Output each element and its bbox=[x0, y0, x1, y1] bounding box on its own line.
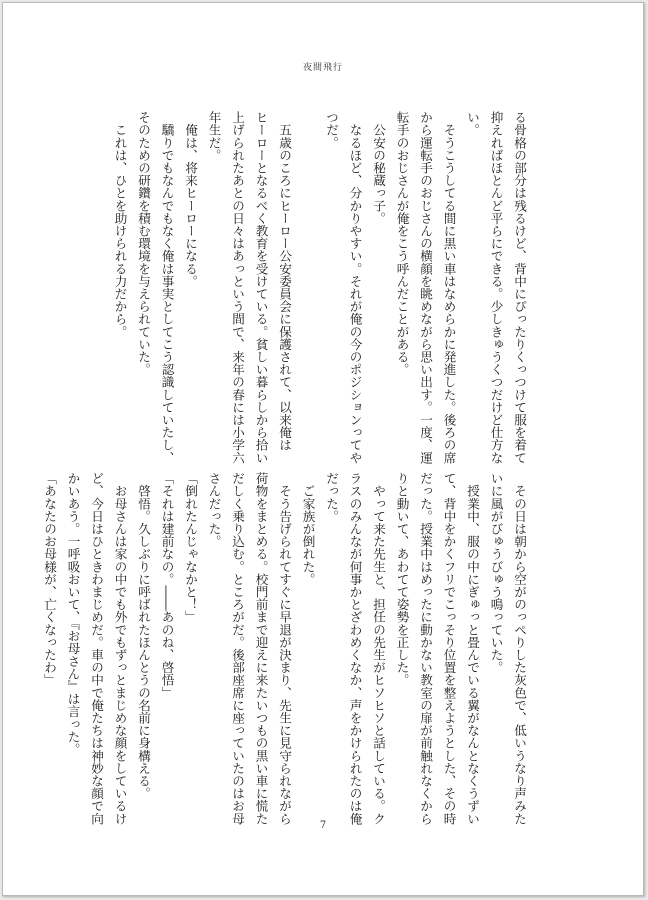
text-line: ご家族が倒れた。 bbox=[300, 472, 316, 586]
text-line: 抑えればほとんど平らにできる。少しきゅうくつだけど仕方な bbox=[488, 111, 504, 464]
text-line: ラスのみんなが何事かとざわめくなか、声をかけられたのは俺 bbox=[347, 472, 363, 825]
text-line: お母さんは家の中でも外でもずっとまじめな顔をしているけ bbox=[112, 472, 128, 825]
text-line: いに風がびゅうびゅう鳴っていた。 bbox=[488, 472, 504, 674]
text-line: 俺は、将来ヒーローになる。 bbox=[183, 111, 198, 288]
text-line: 上げられたあとの日々はあっという間で、来年の春には小学六 bbox=[230, 111, 245, 464]
text-line: ど、今日はひときわまじめだ。車の中で俺たちは神妙な顔で向 bbox=[89, 472, 104, 825]
text-line: から運転手のおじさんの横顔を眺めながら思い出す。一度、運 bbox=[418, 111, 433, 464]
text-line: 転手のおじさんが俺をこう呼んだことがある。 bbox=[394, 111, 410, 376]
text-line bbox=[296, 111, 320, 481]
text-line: 「あなたのお母様が、亡くなったわ」 bbox=[42, 472, 57, 687]
text-line: 「倒れたんじゃなかと！」 bbox=[183, 472, 198, 624]
page-number: 7 bbox=[319, 820, 327, 831]
text-line: ヒーローとなるべく教育を受けている。貧しい暮らしから拾い bbox=[253, 111, 269, 464]
text-line: その日は朝から空がのっぺりした灰色で、低いうなり声みた bbox=[512, 472, 527, 825]
text-line: い。 bbox=[465, 111, 480, 137]
text-line: だった。 bbox=[324, 472, 339, 523]
text-line: そう告げられてすぐに早退が決まり、先生に見守られながら bbox=[277, 472, 292, 825]
text-line: つだ。 bbox=[324, 111, 339, 149]
text-line: 五歳のころにヒーロー公安委員会に保護されて、以来俺は bbox=[277, 111, 292, 452]
text-line: だしく乗り込む。ところがだ。後部座席に座っていたのはお母 bbox=[230, 472, 245, 825]
text-line: そのための研鑽を積む環境を与えられていた。 bbox=[136, 111, 151, 376]
text-line: 公安の秘蔵っ子。 bbox=[371, 111, 386, 225]
book-page bbox=[2, 2, 644, 896]
text-line: だった。授業中はめったに動かない教室の扉が前触れなくから bbox=[418, 472, 433, 825]
running-header: 夜間飛行 bbox=[302, 63, 343, 73]
text-line: そうこうしてる間に黒い車はなめらかに発進した。後ろの席 bbox=[441, 111, 457, 464]
text-line: 荷物をまとめる。校門前まで迎えに来たいつもの黒い車に慌た bbox=[253, 472, 269, 825]
text-line: なるほど、分かりやすい。それが俺の今のポジションってや bbox=[347, 111, 363, 464]
text-line: 年生だ。 bbox=[206, 111, 222, 162]
text-block-upper bbox=[111, 111, 531, 481]
text-line: 驕りでもなんでもなく俺は事実としてこう認識していたし、 bbox=[159, 111, 175, 464]
text-line: りと動いて、あわてて姿勢を正した。 bbox=[394, 472, 410, 687]
text-line: 「それは建前なの。――あのね、啓悟」 bbox=[159, 472, 175, 699]
text-block-lower bbox=[42, 472, 531, 842]
text-line: る骨格の部分は残るけど、背中にぴったりくっつけて服を着て bbox=[512, 111, 527, 464]
text-line: 授業中、服の中にぎゅっと畳んでいる翼がなんとなくうずい bbox=[465, 472, 480, 825]
text-line: 啓悟。久しぶりに呼ばれたほんとうの名前に身構える。 bbox=[136, 472, 151, 800]
text-line: て、背中をかくフリでこっそり位置を整えようとした、その時 bbox=[441, 472, 457, 825]
text-line: これは、ひとを助けられる力だから。 bbox=[112, 111, 128, 338]
text-line: かいあう。一呼吸おいて、『お母さん』は言った。 bbox=[65, 472, 81, 756]
text-line: さんだった。 bbox=[206, 472, 222, 548]
text-line: やって来た先生と、担任の先生がヒソヒソと話している。ク bbox=[371, 472, 386, 825]
